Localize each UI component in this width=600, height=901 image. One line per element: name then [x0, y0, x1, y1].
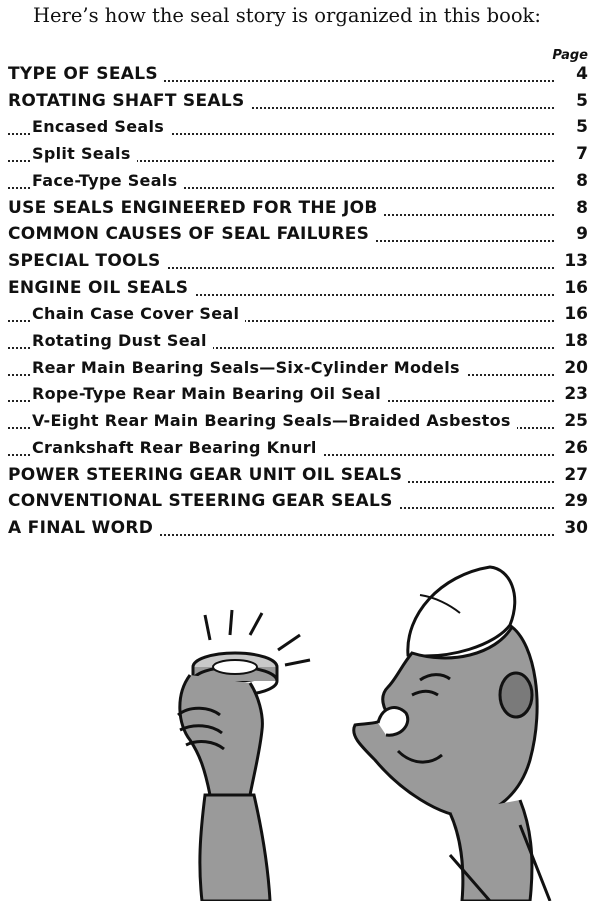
toc-entry-page: 8: [554, 171, 588, 191]
toc-entry-title: Rear Main Bearing Seals—Six-Cylinder Models: [32, 358, 466, 377]
toc-entry-title: ROTATING SHAFT SEALS: [8, 91, 251, 111]
toc-entry[interactable]: [0, 384, 600, 408]
toc-entry-page: 25: [554, 411, 588, 431]
toc-entry-page: 20: [554, 358, 588, 378]
toc-entry-title: Face-Type Seals: [32, 171, 183, 190]
toc-entry[interactable]: [0, 438, 600, 462]
toc-entry-title: ENGINE OIL SEALS: [8, 278, 194, 298]
toc-entry[interactable]: [0, 491, 600, 515]
toc-entry-page: 7: [554, 144, 588, 164]
toc-entry-title: Rope-Type Rear Main Bearing Oil Seal: [32, 384, 387, 403]
toc-entry[interactable]: [0, 304, 600, 328]
toc-entry[interactable]: [0, 171, 600, 195]
toc-entry-title: Split Seals: [32, 144, 137, 163]
toc-entry-title: COMMON CAUSES OF SEAL FAILURES: [8, 224, 375, 244]
toc-entry-title: Encased Seals: [32, 117, 170, 136]
intro-text: Here’s how the seal story is organized in this book:: [33, 4, 541, 27]
toc-entry-title: TYPE OF SEALS: [8, 64, 164, 84]
toc-entry[interactable]: [0, 144, 600, 168]
toc-entry-page: 5: [554, 91, 588, 111]
toc-entry-page: 30: [554, 518, 588, 538]
toc-entry[interactable]: [0, 411, 600, 435]
toc-entry-page: 18: [554, 331, 588, 351]
toc-entry-title: Chain Case Cover Seal: [32, 304, 245, 323]
toc-entry-page: 29: [554, 491, 588, 511]
toc-entry-title: A FINAL WORD: [8, 518, 159, 538]
toc-entry-page: 16: [554, 304, 588, 324]
toc-entry-title: V-Eight Rear Main Bearing Seals—Braided Asbestos: [32, 411, 517, 430]
hand-holding-seal: [178, 675, 270, 901]
toc-entry-title: Crankshaft Rear Bearing Knurl: [32, 438, 323, 457]
toc-entry-title: CONVENTIONAL STEERING GEAR SEALS: [8, 491, 399, 511]
toc-entry-page: 5: [554, 117, 588, 137]
toc-entry-title: Rotating Dust Seal: [32, 331, 213, 350]
page-column-header: Page: [552, 48, 588, 63]
toc-entry[interactable]: [0, 358, 600, 382]
toc-entry[interactable]: [0, 278, 600, 302]
toc-entry[interactable]: [0, 91, 600, 115]
toc-entry-page: 16: [554, 278, 588, 298]
toc-entry[interactable]: [0, 331, 600, 355]
toc-entry[interactable]: [0, 117, 600, 141]
toc-entry-page: 23: [554, 384, 588, 404]
toc-entry-title: SPECIAL TOOLS: [8, 251, 167, 271]
toc-entry[interactable]: [0, 198, 600, 222]
toc-entry-page: 13: [554, 251, 588, 271]
toc-entry-page: 9: [554, 224, 588, 244]
toc-entry[interactable]: [0, 224, 600, 248]
toc-entry-page: 26: [554, 438, 588, 458]
toc-entry-page: 27: [554, 465, 588, 485]
toc-entry[interactable]: [0, 251, 600, 275]
toc-entry[interactable]: [0, 64, 600, 88]
mechanic-cartoon-illustration: [150, 555, 600, 901]
toc-entry-page: 8: [554, 198, 588, 218]
toc-entry-page: 4: [554, 64, 588, 84]
toc-entry-title: POWER STEERING GEAR UNIT OIL SEALS: [8, 465, 408, 485]
toc-entry-title: USE SEALS ENGINEERED FOR THE JOB: [8, 198, 384, 218]
toc-entry[interactable]: [0, 465, 600, 489]
toc-entry[interactable]: [0, 518, 600, 542]
shirt-collar: [450, 800, 550, 901]
